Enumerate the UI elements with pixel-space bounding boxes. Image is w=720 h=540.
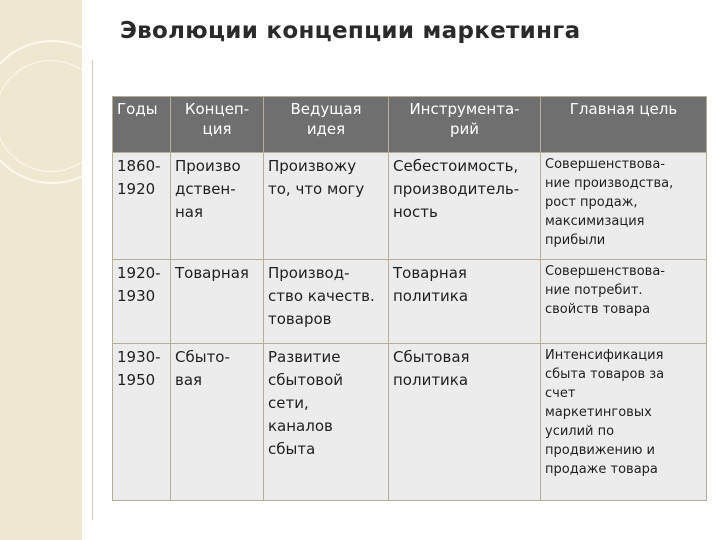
cell-tools: Сбытовая политика (389, 344, 541, 501)
cell-years: 1930- 1950 (113, 344, 171, 501)
cell-goal: Совершенствова- ние производства, рост продаж, максимизация прибыли (541, 153, 707, 260)
slide-title: Эволюции концепции маркетинга (120, 18, 581, 44)
cell-years: 1860- 1920 (113, 153, 171, 260)
header-years: Годы (113, 97, 171, 153)
cell-tools: Товарная политика (389, 260, 541, 344)
cell-concept: Товарная (171, 260, 264, 344)
table-row (113, 344, 707, 501)
header-tools: Инструмента- рий (389, 97, 541, 153)
table-row (113, 153, 707, 260)
cell-concept: Произво дствен- ная (171, 153, 264, 260)
cell-tools: Себестоимость, производитель- ность (389, 153, 541, 260)
header-main-goal: Главная цель (541, 97, 707, 153)
cell-concept: Сбыто- вая (171, 344, 264, 501)
cell-idea: Произвожу то, что могу (264, 153, 389, 260)
cell-years: 1920- 1930 (113, 260, 171, 344)
decorative-ring (0, 60, 107, 172)
marketing-evolution-table (112, 96, 706, 500)
decorative-side-strip (0, 0, 82, 540)
decorative-divider (92, 60, 93, 520)
header-concept: Концеп- ция (171, 97, 264, 153)
cell-goal: Совершенствова- ние потребит. свойств товара (541, 260, 707, 344)
table-header-row (113, 97, 707, 153)
cell-goal: Интенсификация сбыта товаров за счет маркетинговых усилий по продвижению и продаже товара (541, 344, 707, 501)
cell-idea: Производ- ство качеств. товаров (264, 260, 389, 344)
cell-idea: Развитие сбытовой сети, каналов сбыта (264, 344, 389, 501)
table-row (113, 260, 707, 344)
header-leading-idea: Ведущая идея (264, 97, 389, 153)
